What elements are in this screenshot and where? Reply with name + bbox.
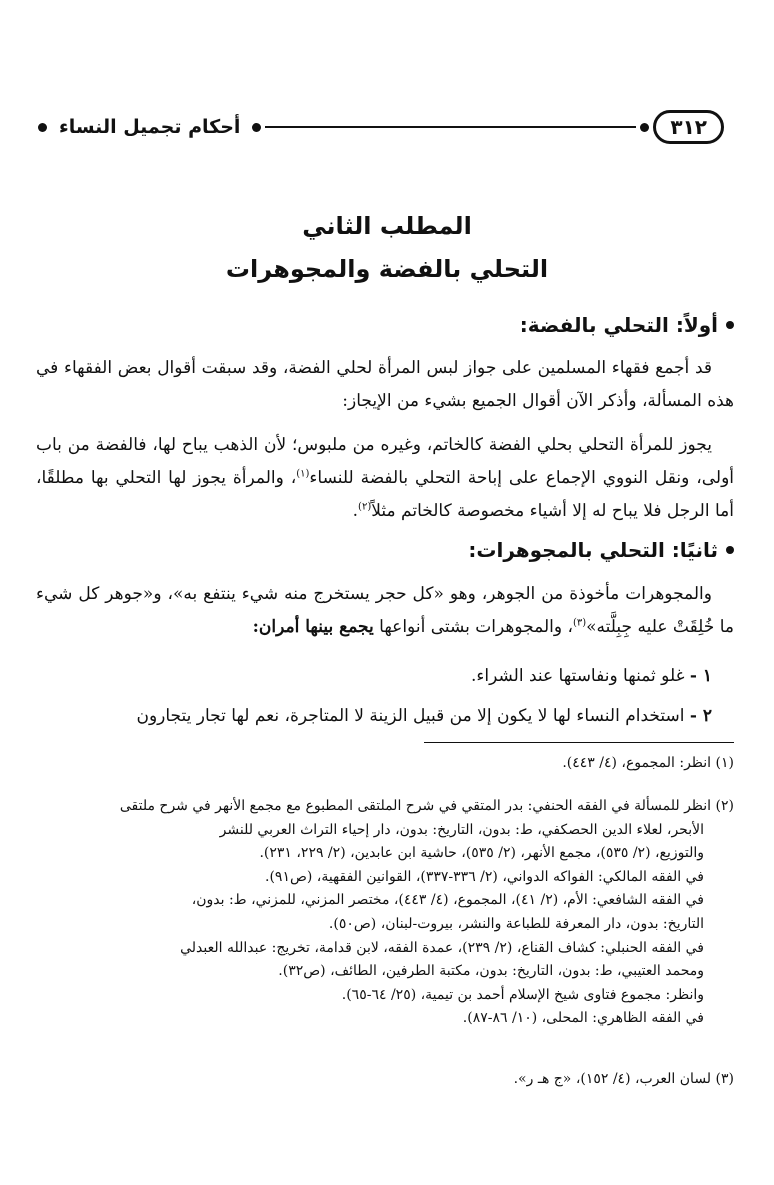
header-dot	[38, 123, 47, 132]
paragraph-3-text-a: والمجوهرات مأخوذة من الجوهر، وهو «كل حجر يستخرج منه شيء ينتفع به»، و«جوهر كل شيء ما خُلِقَتْ عليه جِبِلَّته»	[36, 584, 734, 637]
footnote-ref-3: (٣)	[572, 617, 587, 629]
footnote-2-text: انظر للمسألة في الفقه الحنفي: بدر المتقي في شرح الملتقى المطبوع مع مجمع الأنهر في شرح ملتقى	[119, 798, 712, 814]
paragraph-2-text-a: يجوز للمرأة التحلي بحلي الفضة كالخاتم، وغيره من ملبوس؛ لأن الذهب يباح لها، فالفضة من باب أولى، ونقل النووي الإجماع على إباحة التحلي بالفضة للنساء	[36, 435, 735, 488]
footnote-2-line: وانظر: مجموع فتاوى شيخ الإسلام أحمد بن تيمية، (٢٥/ ٦٤-٦٥).	[341, 986, 704, 1003]
footnote-separator	[424, 742, 734, 743]
heading-first	[520, 313, 734, 337]
paragraph-1	[36, 352, 734, 418]
paragraph-2	[36, 429, 734, 528]
footnote-2-line: في الفقه الظاهري: المحلى، (١٠/ ٨٦-٨٧).	[462, 1010, 704, 1027]
list-item-text: غلو ثمنها ونفاستها عند الشراء.	[470, 666, 685, 686]
paragraph-2-text-c: .	[352, 501, 359, 521]
paragraph-2-text-b: ، والمرأة يجوز لها التحلي بها مطلقًا، أما الرجل فلا يباح له إلا أشياء مخصوصة كالخاتم مثلاً	[36, 468, 734, 521]
footnote-2-mark: (٢)	[715, 798, 734, 814]
list-item-number: ٢ -	[689, 706, 712, 726]
paragraph-3-bold: يجمع بينها أمران:	[252, 617, 374, 637]
heading-second	[468, 538, 734, 562]
list-item-number: ١ -	[689, 666, 712, 686]
section-title: المطلب الثاني	[302, 212, 472, 240]
footnote-3-mark: (٣)	[715, 1071, 734, 1087]
footnote-ref-1: (١)	[296, 468, 310, 480]
header-dot	[640, 123, 649, 132]
footnote-1	[36, 752, 734, 776]
header-dot	[252, 123, 261, 132]
footnote-2-line: في الفقه الشافعي: الأم، (٢/ ٤١)، المجموع، (٤/ ٤٤٣)، مختصر المزني، للمزني، ط: بدون،	[191, 892, 704, 909]
footnote-1-text: انظر: المجموع، (٤/ ٤٤٣).	[562, 755, 712, 771]
footnote-2-line	[36, 795, 734, 819]
footnote-ref-2: (٢)	[358, 501, 372, 513]
footnote-3	[36, 1068, 734, 1092]
footnote-2-line: والتوزيع، (٢/ ٥٣٥)، مجمع الأنهر، (٢/ ٥٣٥)، حاشية ابن عابدين، (٢/ ٢٢٩، ٢٣١).	[259, 845, 704, 862]
header-rule	[265, 126, 636, 128]
footnote-2-line: الأبحر، لعلاء الدين الحصكفي، ط: بدون، التاريخ: بدون، دار إحياء التراث العربي للنشر	[219, 821, 704, 838]
list-item	[36, 660, 734, 693]
footnote-2-line: في الفقه المالكي: الفواكه الدواني، (٢/ ٣٣٦-٣٣٧)، القوانين الفقهية، (ص٩١).	[265, 868, 704, 885]
heading-second-text: ثانيًا: التحلي بالمجوهرات:	[468, 538, 718, 562]
footnote-3-text: لسان العرب، (٤/ ١٥٢)، «ج هـ ر».	[513, 1071, 712, 1087]
paragraph-1-text: قد أجمع فقهاء المسلمين على جواز لبس المرأة لحلي الفضة، وقد سبقت أقوال بعض الفقهاء في هذه المسألة، وأذكر الآن أقوال الجميع بشيء من الإيجاز:	[36, 358, 734, 411]
list-item	[36, 700, 734, 733]
running-title: أحكام تجميل النساء	[59, 116, 241, 138]
paragraph-3	[36, 578, 734, 644]
heading-first-text: أولاً: التحلي بالفضة:	[519, 313, 718, 337]
running-header	[34, 108, 724, 146]
subject-title: التحلي بالفضة والمجوهرات	[225, 255, 549, 283]
page-number: ٣١٢	[653, 110, 724, 144]
bullet-icon	[726, 321, 734, 329]
footnote-2-line: التاريخ: بدون، دار المعرفة للطباعة والنشر، بيروت-لبنان، (ص٥٠).	[328, 915, 704, 932]
bullet-icon	[726, 546, 734, 554]
paragraph-3-text-b: ، والمجوهرات بشتى أنواعها	[373, 617, 573, 637]
footnote-2-line: ومحمد العتيبي، ط: بدون، التاريخ: بدون، مكتبة الطرفين، الطائف، (ص٣٢).	[278, 963, 704, 980]
footnote-2-line: في الفقه الحنبلي: كشاف القناع، (٢/ ٢٣٩)، عمدة الفقه، لابن قدامة، تخريج: عبدالله العبدلي	[180, 939, 704, 956]
footnote-1-mark: (١)	[715, 755, 734, 771]
list-item-text: استخدام النساء لها لا يكون إلا من قبيل الزينة لا المتاجرة، نعم لها تجار يتجارون	[136, 706, 685, 726]
footnote-2	[36, 795, 734, 1031]
